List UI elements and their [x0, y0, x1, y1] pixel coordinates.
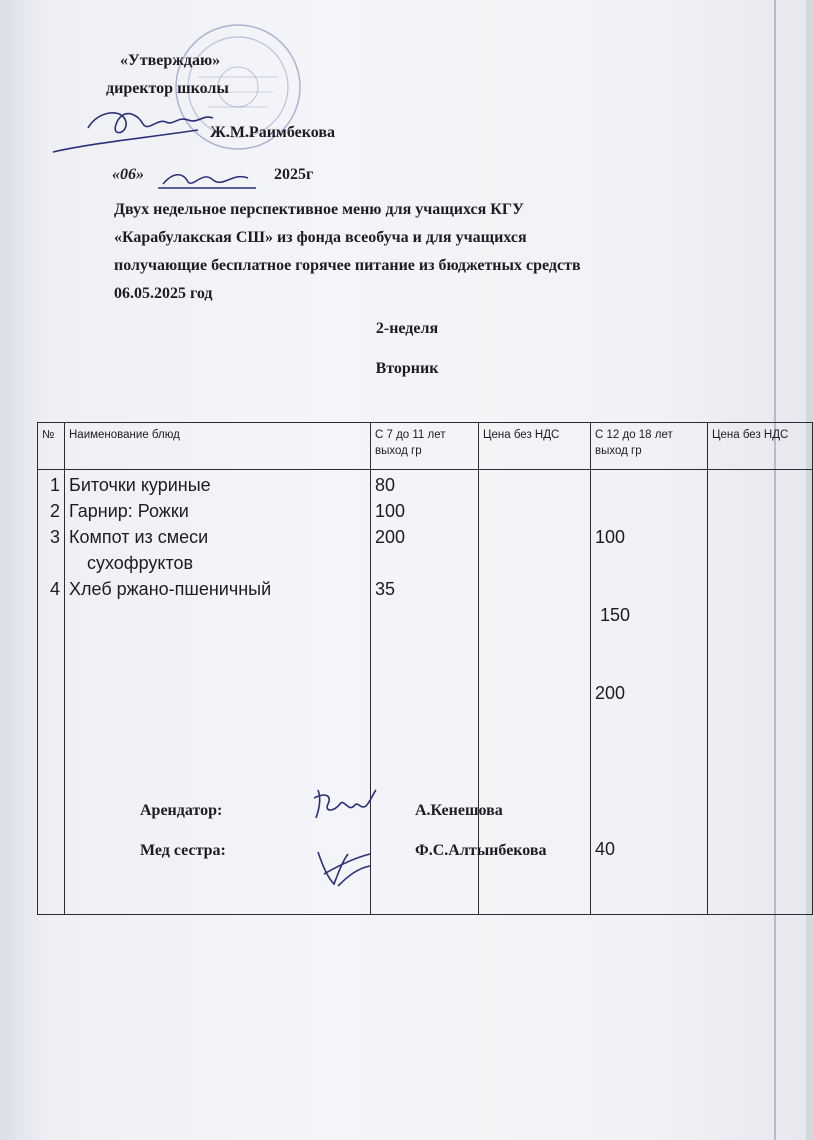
portion-value — [595, 758, 707, 784]
tenant-label: Арендатор: — [140, 802, 223, 819]
day-label: Вторник — [375, 360, 439, 377]
row-number: 4 — [49, 579, 60, 599]
portion-value: 100 — [375, 501, 406, 521]
title-line: Двух недельное перспективное меню для учащихся КГУ — [114, 201, 524, 218]
dish-name: Биточки куриные — [69, 475, 211, 495]
tenant-name: А.Кенешова — [415, 802, 503, 819]
approval-position: директор школы — [106, 80, 229, 97]
portion-value — [375, 550, 478, 576]
header-age-7-11: С 7 до 11 лет выход гр — [371, 423, 479, 470]
price-2-cell — [708, 470, 813, 915]
director-signature — [48, 100, 218, 160]
handwritten-month — [158, 162, 258, 192]
portion-value: 200 — [595, 683, 626, 703]
title-line: 06.05.2025 год — [114, 285, 213, 302]
row-number — [42, 550, 64, 576]
header-number: № — [38, 423, 65, 470]
portion-value: 100 — [595, 527, 626, 547]
portion-value: 200 — [375, 527, 406, 547]
document-title — [114, 196, 754, 308]
nurse-label: Мед сестра: — [140, 842, 226, 859]
header-age-12-18: С 12 до 18 лет выход гр — [591, 423, 708, 470]
age-12-18-cell — [591, 470, 708, 915]
table-header-row — [38, 423, 813, 470]
dish-name: Компот из смеси — [69, 527, 209, 547]
tenant-signature — [312, 786, 382, 822]
nurse-name: Ф.С.Алтынбекова — [415, 842, 547, 859]
header-dish: Наименование блюд — [65, 423, 371, 470]
row-number: 3 — [49, 527, 60, 547]
approval-date-day: «06» — [112, 166, 144, 183]
approval-date-year: 2025г — [274, 166, 314, 183]
dish-name: сухофруктов — [87, 553, 194, 573]
week-label: 2-неделя — [375, 320, 439, 337]
director-name: Ж.М.Раимбекова — [210, 124, 335, 141]
nurse-signature — [314, 844, 374, 890]
dish-name: Хлеб ржано-пшеничный — [69, 579, 272, 599]
portion-value: 150 — [595, 605, 631, 625]
title-line: «Карабулакская СШ» из фонда всеобуча и для учащихся — [114, 229, 527, 246]
row-number: 2 — [49, 501, 60, 521]
approval-heading: «Утверждаю» — [120, 52, 221, 69]
dish-name: Гарнир: Рожки — [69, 501, 189, 521]
number-cell — [38, 470, 65, 915]
portion-value: 40 — [595, 839, 616, 859]
header-price-1: Цена без НДС — [479, 423, 591, 470]
portion-value: 80 — [375, 475, 396, 495]
portion-value: 35 — [375, 579, 396, 599]
title-line: получающие бесплатное горячее питание из бюджетных средств — [114, 257, 581, 274]
row-number: 1 — [49, 475, 60, 495]
header-price-2: Цена без НДС — [708, 423, 813, 470]
